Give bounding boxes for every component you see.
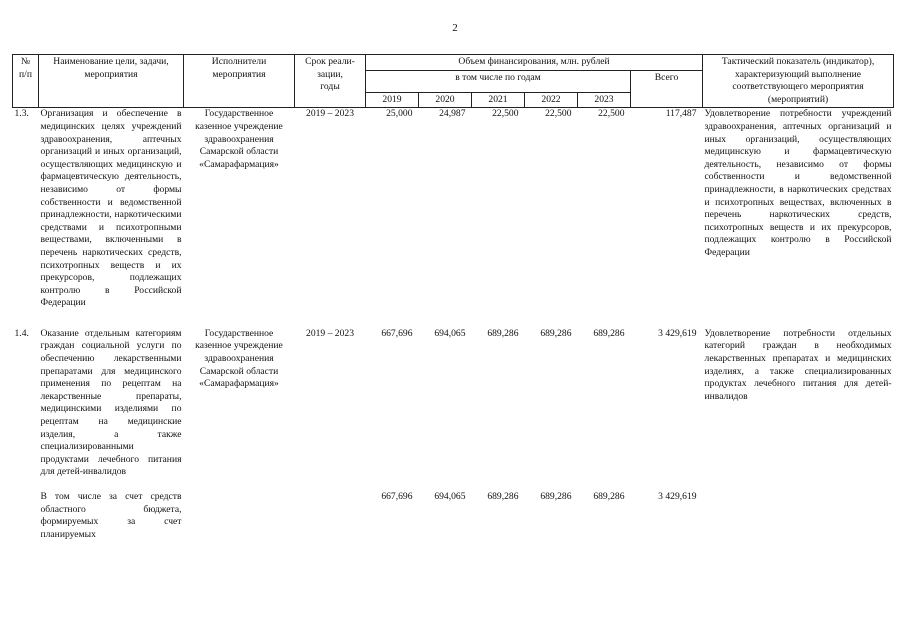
- header-by-years: в том числе по годам: [366, 70, 631, 92]
- row-executor: Государственное казенное учреждение здравоохранения Самарской области «Самарафармация»: [195, 108, 283, 170]
- row-value: 689,286: [540, 327, 572, 339]
- row-indicator: Удовлетворение потребности учреждений здравоохранения, аптечных организаций и иных организаций, осуществляющих медицинскую и фармацевтическую деятельность, независимо от формы собственности и ведомственной принадлежности, в наркотических средствах и психотропных веществах, включенных в перечень наркотических средств, психотропных веществ и их прекурсоров, подлежащих контролю в Российской Федерации: [704, 108, 892, 258]
- row-executor: [184, 479, 295, 541]
- header-term: Срок реали- зации, годы: [295, 55, 366, 108]
- row-term: 2019 – 2023: [306, 108, 354, 120]
- row-value: 689,286: [593, 491, 625, 502]
- header-name: Наименование цели, задачи, мероприятия: [39, 55, 184, 108]
- row-total: 3 429,619: [658, 327, 697, 339]
- row-value: 24,987: [439, 108, 466, 120]
- row-indicator: Удовлетворение потребности отдельных категорий граждан в необходимых лекарственных препаратах и медицинских изделиях, а также специализированных продуктах лечебного питания для детей-инвалидов: [704, 327, 892, 402]
- row-name: Оказание отдельным категориям граждан социальной услуги по обеспечению лекарственными препаратами для медицинского применения по рецептам на лекарственные препараты, медицинскими изделиями по рецептам на медицинские изделия, а также специализированными продуктами лечебного питания для детей-инвалидов: [40, 327, 182, 478]
- header-year: 2021: [472, 92, 525, 108]
- table-row: [13, 310, 894, 479]
- row-value: 22,500: [598, 108, 625, 120]
- row-value: 25,000: [386, 108, 413, 120]
- row-total: 117,487: [665, 108, 697, 120]
- header-year: 2019: [366, 92, 419, 108]
- header-executors: Исполнители мероприятия: [184, 55, 295, 108]
- header-indicator: Тактический показатель (индикатор), характеризующий выполнение соответствующего мероприятия (мероприятий): [703, 55, 894, 108]
- row-value: 667,696: [381, 491, 413, 502]
- row-value: 689,286: [487, 327, 519, 339]
- row-value: 22,500: [492, 108, 519, 120]
- row-value: 694,065: [434, 327, 466, 339]
- row-value: 689,286: [540, 491, 572, 502]
- funding-table: [12, 54, 894, 541]
- row-num: 1.4.: [14, 327, 29, 339]
- row-total: 3 429,619: [658, 491, 697, 502]
- row-term: [295, 479, 366, 541]
- header-total: Всего: [631, 70, 703, 108]
- row-executor: Государственное казенное учреждение здравоохранения Самарской области «Самарафармация»: [195, 327, 283, 390]
- table-row: [13, 479, 894, 541]
- row-indicator: [703, 479, 894, 541]
- table-row: [13, 108, 894, 310]
- header-num: № п/п: [13, 55, 39, 108]
- header-year: 2022: [525, 92, 578, 108]
- header-year: 2023: [578, 92, 631, 108]
- header-year: 2020: [419, 92, 472, 108]
- row-num: 1.3.: [14, 108, 29, 120]
- header-funding: Объем финансирования, млн. рублей: [366, 55, 703, 71]
- row-value: 689,286: [487, 491, 519, 502]
- row-value: 667,696: [381, 327, 413, 339]
- row-value: 689,286: [593, 327, 625, 339]
- row-value: 694,065: [434, 491, 466, 502]
- row-value: 22,500: [545, 108, 572, 120]
- page-number: 2: [452, 22, 458, 34]
- row-name: В том числе за счет средств областного бюджета, формируемых за счет планируемых: [40, 491, 182, 540]
- row-term: 2019 – 2023: [306, 327, 354, 339]
- row-name: Организация и обеспечение в медицинских целях учреждений здравоохранения, аптечных организаций и иных организаций, осуществляющих медицинскую и фармацевтическую деятельность, независимо от формы собственности и ведомственной принадлежности, наркотическими средствами и психотропными веществами, включенными в перечень наркотических средств, психотропных веществ и их прекурсоров, подлежащих контролю в Российской Федерации: [40, 108, 182, 309]
- row-num: [13, 479, 39, 541]
